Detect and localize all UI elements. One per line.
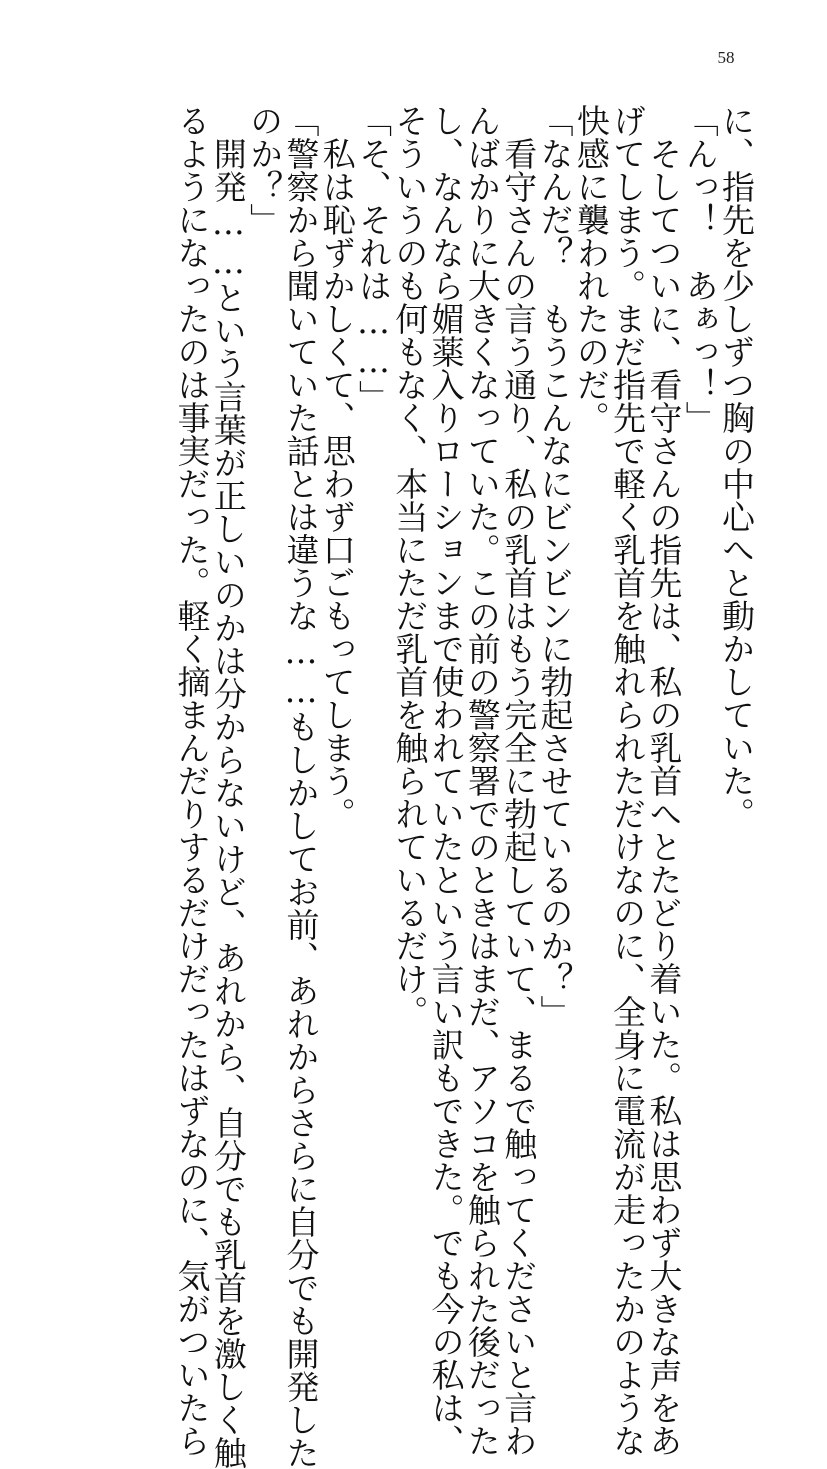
text-line: のか？」 bbox=[245, 104, 285, 236]
body-text bbox=[172, 104, 756, 1469]
text-line: 看守さんの言う通り、私の乳首はもう完全に勃起していて、まるで触ってくださいと言わ bbox=[499, 104, 539, 1457]
page-number: 58 bbox=[717, 48, 735, 67]
text-line: るようになったのは事実だった。軽く摘まんだりするだけだったはずなのに、気がついたら bbox=[172, 104, 212, 1457]
text-line: 「なんだ？ もうこんなにビンビンに勃起させているのか？」 bbox=[535, 104, 575, 1028]
text-line: んばかりに大きくなっていた。この前の警察署でのときはまだ、アソコを触られた後だった bbox=[462, 104, 502, 1457]
text-line: 「んっ！ あぁっ！」 bbox=[680, 104, 720, 434]
text-line: 私は恥ずかしくて、思わず口ごもってしまう。 bbox=[317, 104, 357, 830]
text-line: 開発……という言葉が正しいのかは分からないけど、あれから、自分でも乳首を激しく触 bbox=[208, 104, 248, 1469]
text-line: に、指先を少しずつ胸の中心へと動かしていた。 bbox=[717, 104, 756, 830]
text-line: そしてついに、看守さんの指先は、私の乳首へとたどり着いた。私は思わず大きな声をあ bbox=[644, 104, 684, 1457]
text-line: げてしまう。まだ指先で軽く乳首を触れられただけなのに、全身に電流が走ったかのような bbox=[608, 104, 648, 1457]
text-line: 「警察から聞いていた話とは違うな……もしかしてお前、あれからさらに自分でも開発した bbox=[281, 104, 321, 1469]
text-line: し、なんなら媚薬入りローションまで使われていたという言い訳もできた。でも今の私は、 bbox=[426, 104, 466, 1457]
text-line: そういうのも何もなく、本当にただ乳首を触られているだけ。 bbox=[390, 104, 430, 1028]
text-line: 「そ、それは……」 bbox=[354, 104, 394, 413]
text-line: 快感に襲われたのだ。 bbox=[571, 104, 611, 434]
